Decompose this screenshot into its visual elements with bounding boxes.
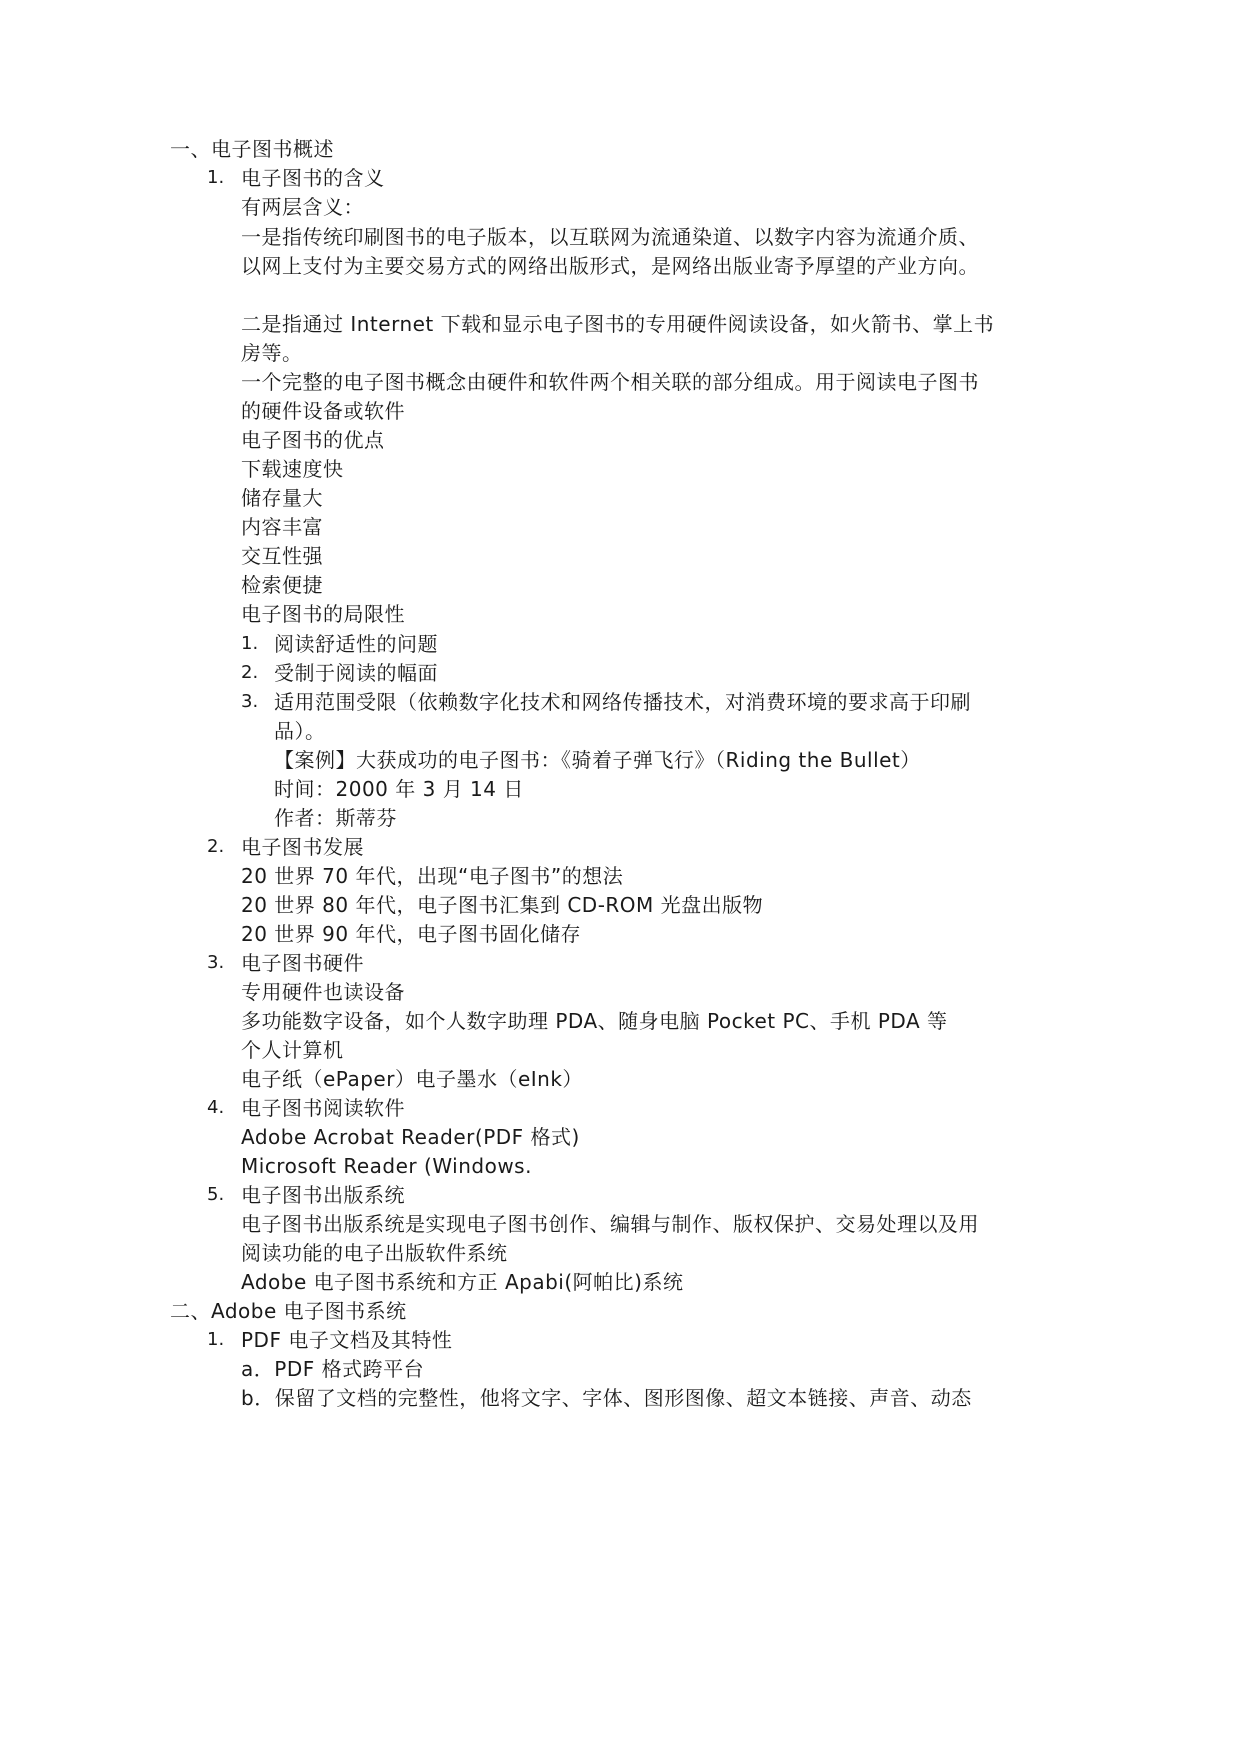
list-item: 适用范围受限（依赖数字化技术和网络传播技术，对消费环境的要求高于印刷	[274, 690, 971, 714]
paragraph-line: 储存量大	[241, 486, 323, 510]
paragraph-line: 的硬件设备或软件	[241, 399, 405, 423]
paragraph-line: 20 世界 70 年代，出现“电子图书”的想法	[241, 864, 624, 888]
paragraph-line: Adobe 电子图书系统和方正 Apabi(阿帕比)系统	[241, 1270, 684, 1294]
paragraph-line: 电子图书的局限性	[241, 602, 405, 626]
list-item: 受制于阅读的幅面	[274, 661, 438, 685]
paragraph-line: Microsoft Reader (Windows.	[241, 1154, 532, 1178]
paragraph-line: 电子图书的优点	[241, 428, 385, 452]
paragraph-line: a．PDF 格式跨平台	[241, 1357, 425, 1381]
paragraph-line: 下载速度快	[241, 457, 344, 481]
case-title: 【案例】大获成功的电子图书：《骑着子弹飞行》（Riding the Bullet）	[274, 748, 921, 772]
item-title: 电子图书出版系统	[241, 1183, 405, 1207]
case-date: 时间：2000 年 3 月 14 日	[274, 777, 524, 801]
item-title: PDF 电子文档及其特性	[241, 1328, 453, 1352]
list-item-continuation: 品）。	[274, 719, 326, 743]
paragraph-line: 房等。	[241, 341, 303, 365]
paragraph-line: 20 世界 90 年代，电子图书固化储存	[241, 922, 581, 946]
paragraph-line: Adobe Acrobat Reader(PDF 格式)	[241, 1125, 580, 1149]
paragraph-line: 20 世界 80 年代，电子图书汇集到 CD-ROM 光盘出版物	[241, 893, 764, 917]
paragraph-line: 以网上支付为主要交易方式的网络出版形式，是网络出版业寄予厚望的产业方向。	[241, 254, 979, 278]
paragraph-line: 一是指传统印刷图书的电子版本，以互联网为流通染道、以数字内容为流通介质、	[241, 225, 979, 249]
paragraph-line: 有两层含义：	[241, 195, 364, 219]
paragraph-line: 电子图书出版系统是实现电子图书创作、编辑与制作、版权保护、交易处理以及用	[241, 1212, 979, 1236]
list-number: 1.	[241, 633, 259, 654]
paragraph-line: 交互性强	[241, 544, 323, 568]
list-number: 1.	[207, 167, 225, 188]
item-title: 电子图书阅读软件	[241, 1096, 405, 1120]
paragraph-line: 专用硬件也读设备	[241, 980, 405, 1004]
paragraph-line: 阅读功能的电子出版软件系统	[241, 1241, 508, 1265]
list-number: 2.	[207, 836, 225, 857]
paragraph-line: 二是指通过 Internet 下载和显示电子图书的专用硬件阅读设备，如火箭书、掌上书	[241, 312, 995, 336]
paragraph-line: 一个完整的电子图书概念由硬件和软件两个相关联的部分组成。用于阅读电子图书	[241, 370, 979, 394]
section-heading: 一、电子图书概述	[170, 137, 334, 161]
paragraph-line: b．保留了文档的完整性，他将文字、字体、图形图像、超文本链接、声音、动态	[241, 1386, 972, 1410]
list-number: 1.	[207, 1329, 225, 1350]
paragraph-line: 多功能数字设备，如个人数字助理 PDA、随身电脑 Pocket PC、手机 PDA 等	[241, 1009, 948, 1033]
paragraph-line: 内容丰富	[241, 515, 323, 539]
list-number: 5.	[207, 1184, 225, 1205]
list-number: 2.	[241, 662, 259, 683]
item-title: 电子图书发展	[241, 835, 364, 859]
paragraph-line: 检索便捷	[241, 573, 323, 597]
paragraph-line: 电子纸（ePaper）电子墨水（eInk）	[241, 1067, 583, 1091]
list-item: 阅读舒适性的问题	[274, 632, 438, 656]
list-number: 3.	[207, 952, 225, 973]
paragraph-line: 个人计算机	[241, 1038, 344, 1062]
list-number: 4.	[207, 1097, 225, 1118]
section-heading: 二、Adobe 电子图书系统	[170, 1299, 407, 1323]
item-title: 电子图书的含义	[241, 166, 385, 190]
case-author: 作者：斯蒂芬	[274, 806, 397, 830]
list-number: 3.	[241, 691, 259, 712]
item-title: 电子图书硬件	[241, 951, 364, 975]
